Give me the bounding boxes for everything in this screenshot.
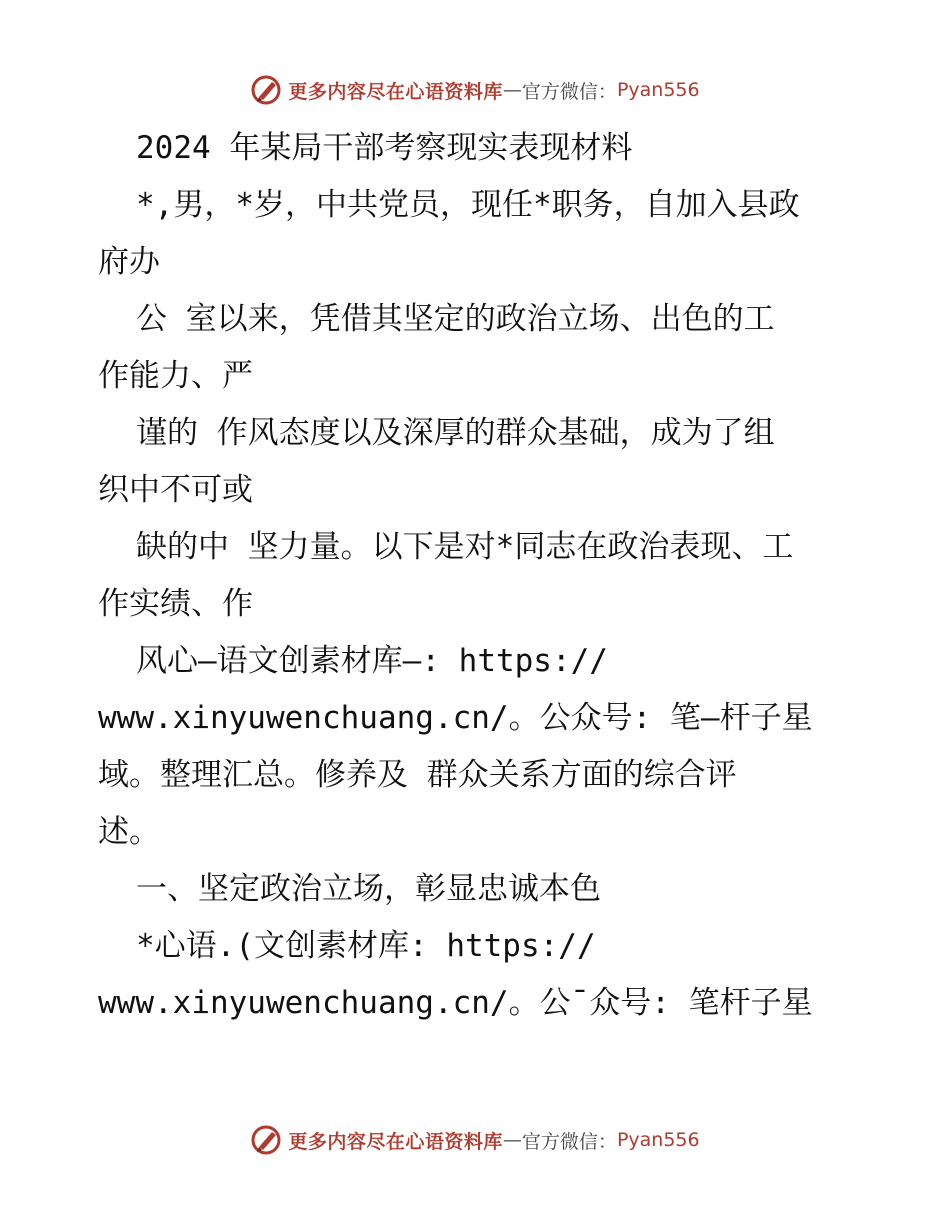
header-watermark xyxy=(0,70,950,110)
document-line: 府办 xyxy=(98,244,160,280)
document-line: 谨的 作风态度以及深厚的群众基础，成为了组 xyxy=(136,415,775,451)
document-line: www.xinyuwenchuang.cn/。公¯众号: 笔杆子星 xyxy=(98,985,813,1021)
watermark-label: 官方微信： xyxy=(521,1130,617,1153)
pen-logo-icon xyxy=(250,1123,284,1157)
watermark-separator: — xyxy=(502,1129,522,1151)
document-line: 风心—语文创素材库—: https:// xyxy=(136,643,608,679)
document-line: 作能力、严 xyxy=(98,358,253,394)
watermark-brand: 更多内容尽在心语资料库 xyxy=(288,80,503,103)
document-line: 一、坚定政治立场，彰显忠诚本色 xyxy=(136,871,601,907)
document-body xyxy=(98,120,898,1032)
document-line: *心语.(文创素材库: https:// xyxy=(136,928,596,964)
document-line: 公 室以来，凭借其坚定的政治立场、出色的工 xyxy=(136,301,775,337)
document-line: 缺的中 坚力量。以下是对*同志在政治表现、工 xyxy=(136,529,794,565)
pen-logo-icon xyxy=(250,73,284,107)
document-line: 2024 年某局干部考察现实表现材料 xyxy=(136,130,633,166)
watermark-wechat-id: Pyan556 xyxy=(616,79,700,101)
watermark-brand: 更多内容尽在心语资料库 xyxy=(288,1130,503,1153)
document-line: *,男，*岁，中共党员，现任*职务，自加入县政 xyxy=(136,187,800,223)
document-line: 作实绩、作 xyxy=(98,586,253,622)
watermark-separator: — xyxy=(502,79,522,101)
watermark-label: 官方微信： xyxy=(521,80,617,103)
document-line: www.xinyuwenchuang.cn/。公众号: 笔—杆子星 xyxy=(98,700,813,736)
footer-watermark xyxy=(0,1120,950,1160)
watermark-wechat-id: Pyan556 xyxy=(616,1129,700,1151)
document-line: 述。 xyxy=(98,814,160,850)
document-line: 织中不可或 xyxy=(98,472,253,508)
document-line: 域。整理汇总。修养及 群众关系方面的综合评 xyxy=(98,757,737,793)
